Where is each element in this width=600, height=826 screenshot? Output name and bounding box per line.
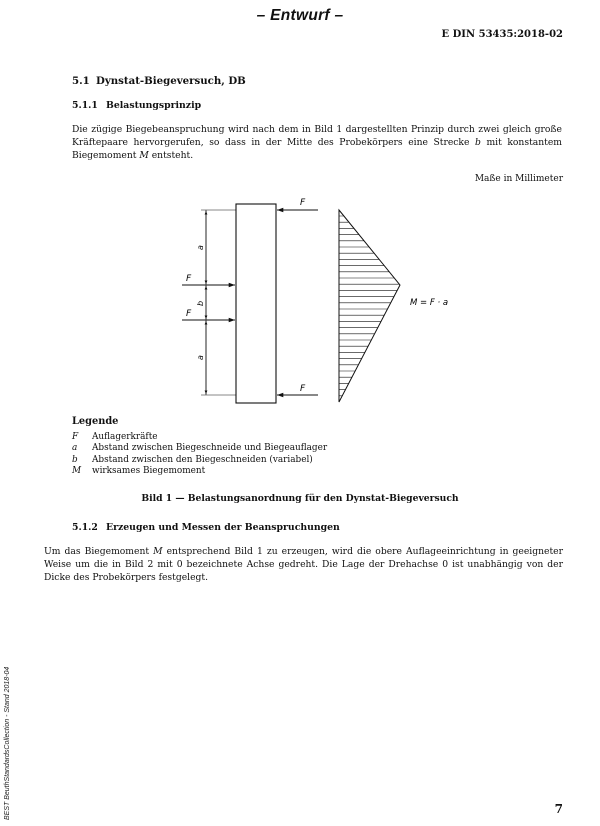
legend-text: Abstand zwischen Biegeschneide und Biegeauflager (92, 443, 328, 454)
page-number: 7 (554, 802, 563, 816)
legend-symbol: a (72, 443, 78, 454)
subsection-heading-2 (72, 522, 340, 533)
label-b: b (196, 300, 205, 306)
subsection-title-2: Erzeugen und Messen der Beanspruchungen (106, 522, 340, 533)
legend-symbol: b (72, 454, 78, 465)
variable-b: b (475, 136, 481, 148)
units-note: Maße in Millimeter (474, 174, 563, 184)
paragraph-beanspruchungen (44, 546, 563, 584)
legend-text: Abstand zwischen den Biegeschneiden (variabel) (92, 454, 313, 465)
moment-diagram-hatching (339, 216, 401, 402)
paragraph-text: Die zügige Biegebeanspruchung wird nach dem in Bild 1 dargestellten Prinzip durch zwei gleich große Kräftepaare hervorgerufen, so dass in der Mitte des Probekörpers eine Strecke (72, 124, 562, 148)
subsection-number-1: 5.1.1 (72, 100, 98, 111)
section-title: Dynstat-Biegeversuch, DB (96, 75, 246, 87)
legend-item (72, 443, 327, 454)
legend-symbol: M (72, 466, 82, 477)
paragraph-text: mit konstantem Biegemoment (72, 136, 562, 161)
subsection-number-2: 5.1.2 (72, 522, 98, 533)
collection-watermark: BEST BeuthStandardsCollection - Stand 2018-04 (4, 666, 11, 820)
section-number: 5.1 (72, 75, 90, 87)
label-a-top: a (196, 245, 205, 250)
paragraph-text: Um das Biegemoment (44, 546, 154, 557)
paragraph-text: entsteht. (148, 149, 194, 161)
moment-formula: M = F · a (410, 298, 449, 308)
specimen-rectangle (236, 204, 276, 403)
label-a-bottom: a (196, 355, 205, 360)
legend-item (72, 455, 327, 466)
label-F-bottom-right: F (300, 384, 306, 394)
legend-symbol: F (72, 432, 79, 442)
subsection-title-1: Belastungsprinzip (106, 100, 202, 111)
document-id: E DIN 53435:2018-02 (441, 29, 563, 40)
label-F-upper-left: F (186, 274, 192, 284)
figure-caption: Bild 1 — Belastungsanordnung für den Dynstat-Biegeversuch (141, 493, 459, 504)
label-F-lower-left: F (186, 309, 192, 319)
variable-M: M (139, 149, 149, 161)
legend-item (72, 432, 327, 443)
paragraph-text: entsprechend Bild 1 zu erzeugen, wird die obere Auflageeinrichtung in geeigneter Weise um die in Bild 2 mit 0 bezeichnete Achse gedreht. Die Lage der Drehachse 0 ist unabhängig von der Dicke des Probekörpers festgelegt. (44, 546, 563, 583)
legend-text: Auflagerkräfte (92, 432, 158, 442)
legend-item (72, 466, 327, 477)
variable-M: M (153, 546, 163, 557)
legend-title: Legende (72, 416, 119, 427)
label-F-top-right: F (300, 198, 306, 208)
draft-label: – Entwurf – (256, 7, 344, 24)
legend-list (72, 432, 327, 478)
legend-text: wirksames Biegemoment (92, 466, 206, 477)
moment-diagram-outline (339, 210, 400, 402)
